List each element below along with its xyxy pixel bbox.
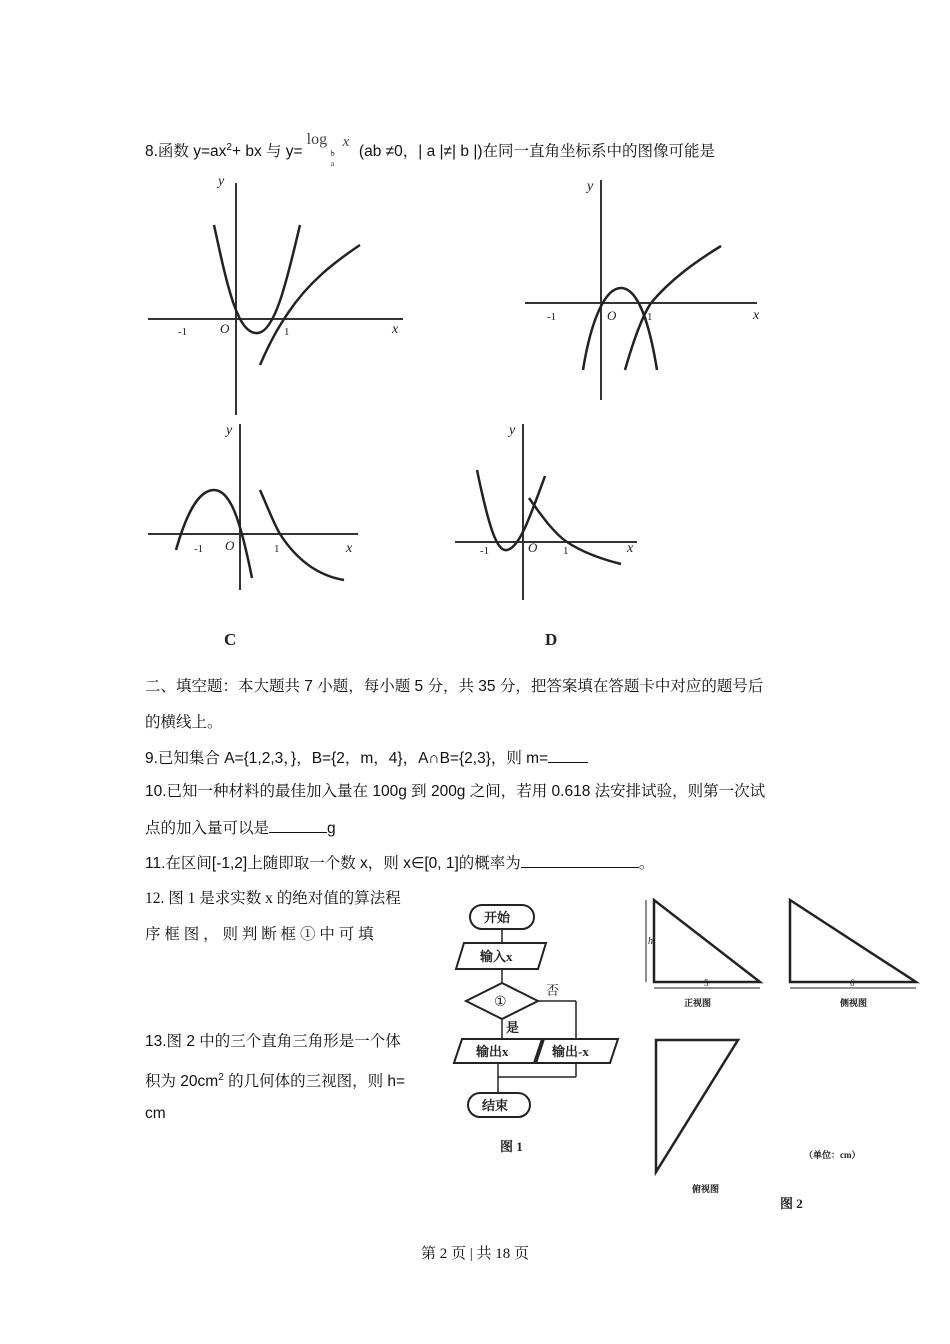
q11-text: 11.在区间[-1,2]上随即取一个数 x，则 x∈[0, 1]的概率为 — [145, 855, 521, 872]
flow-no-label: 否 — [546, 983, 560, 998]
flow-end-label: 结束 — [482, 1098, 509, 1113]
graph-b-tick-neg: -1 — [547, 311, 557, 323]
graph-d-label: D — [545, 630, 558, 649]
q8-middle: + bx 与 y= — [231, 143, 303, 161]
graph-b-x-label: x — [753, 308, 760, 323]
graph-c-origin: O — [225, 538, 235, 553]
graph-a-parabola — [214, 225, 300, 333]
flow-start-label: 开始 — [484, 910, 511, 925]
graph-b-parabola — [583, 288, 657, 370]
q10-unit: g — [327, 820, 336, 837]
top-view-label: 俯视图 — [692, 1184, 720, 1194]
graph-d — [455, 420, 655, 650]
question-9 — [145, 746, 588, 770]
q10-answer-blank[interactable] — [269, 816, 327, 833]
section-2-line1: 二、填空题：本大题共 7 小题，每小题 5 分，共 35 分，把答案填在答题卡中对应的题号后 — [145, 678, 764, 695]
log-base-num: b — [330, 149, 335, 158]
flow-decision-label: ① — [494, 995, 507, 1010]
side-view-dim: 6 — [850, 978, 855, 988]
graph-b-tick-pos: 1 — [647, 311, 653, 323]
question-12-line2: 序 框 图 ， 则 判 断 框 ① 中 可 填 — [145, 926, 374, 943]
graph-c — [148, 420, 368, 650]
graph-d-parabola — [477, 470, 545, 550]
q8-before: 8.函数 y=ax — [145, 143, 227, 161]
front-view-dim: 5 — [704, 978, 709, 988]
graph-a — [148, 165, 418, 415]
graph-d-tick-pos: 1 — [563, 545, 569, 557]
graph-d-y-label: y — [509, 423, 516, 438]
question-13-line3: cm — [145, 1105, 166, 1122]
q8-after: (ab ≠0，| a |≠| b |)在同一直角坐标系中的图像可能是 — [354, 143, 716, 161]
graph-b-origin: O — [607, 308, 617, 323]
graph-a-y-label: y — [218, 174, 225, 189]
three-views — [640, 890, 930, 1220]
log-expression — [303, 131, 355, 168]
graph-c-tick-neg: -1 — [194, 543, 204, 555]
side-view-label: 侧视图 — [840, 998, 868, 1008]
flow-input-label: 输入x — [480, 949, 513, 964]
views-caption: 图 2 — [780, 1196, 803, 1211]
graph-d-log-curve — [529, 498, 621, 564]
question-11 — [145, 851, 654, 875]
graph-c-label: C — [224, 630, 237, 649]
front-view-triangle — [654, 900, 760, 982]
side-view-triangle — [790, 900, 916, 982]
question-10-line2 — [145, 816, 336, 840]
q10-line2-text: 点的加入量可以是 — [145, 820, 270, 837]
flow-yes-label: 是 — [506, 1020, 520, 1035]
q11-end: 。 — [638, 855, 655, 872]
front-view-label: 正视图 — [684, 998, 712, 1008]
q9-answer-blank[interactable] — [548, 746, 588, 763]
section-2-line2: 的横线上。 — [145, 714, 223, 731]
question-10-line1: 10.已知一种材料的最佳加入量在 100g 到 200g 之间，若用 0.618 法安排试验，则第一次试 — [145, 783, 766, 800]
unit-note: （单位：cm） — [804, 1150, 861, 1160]
graph-a-log-curve — [260, 245, 360, 365]
log-base-den: a — [331, 152, 335, 175]
top-view-triangle — [656, 1040, 738, 1172]
log-word: log — [306, 131, 328, 148]
q11-answer-blank[interactable] — [521, 851, 639, 868]
page-footer: 第 2 页 | 共 18 页 — [420, 1246, 529, 1262]
flow-output-x-label: 输出x — [476, 1044, 509, 1059]
question-12-line1: 12. 图 1 是求实数 x 的绝对值的算法程 — [145, 890, 401, 907]
graph-c-x-label: x — [346, 541, 353, 556]
question-13-line2 — [145, 1067, 405, 1093]
graph-a-tick-neg: -1 — [178, 326, 188, 338]
question-13-line1: 13.图 2 中的三个直角三角形是一个体 — [145, 1033, 401, 1050]
graph-d-tick-neg: -1 — [480, 545, 490, 557]
log-arg: x — [342, 134, 350, 150]
flow-caption: 图 1 — [500, 1139, 523, 1154]
q13-line2-b: 的几何体的三视图，则 h= — [223, 1073, 406, 1091]
q9-text: 9.已知集合 A={1,2,3，}，B={2，m，4}，A∩B={2,3}，则 m= — [145, 750, 549, 767]
q8-sup: 2 — [226, 142, 232, 153]
graph-a-x-label: x — [392, 322, 399, 337]
graph-d-origin: O — [528, 540, 538, 555]
q13-line2-a: 积为 20cm — [145, 1073, 219, 1091]
question-8 — [145, 131, 716, 168]
graph-c-y-label: y — [226, 423, 233, 438]
graph-b-y-label: y — [587, 179, 594, 194]
graph-b-log-curve — [625, 246, 721, 370]
graph-a-origin: O — [220, 321, 230, 336]
flow-output-negx-label: 输出-x — [552, 1044, 589, 1059]
graph-b — [525, 170, 775, 410]
q13-sup: 2 — [218, 1072, 224, 1083]
flowchart — [450, 895, 630, 1165]
graph-c-tick-pos: 1 — [274, 543, 280, 555]
graph-d-x-label: x — [627, 541, 634, 556]
front-view-h: h — [648, 936, 653, 947]
graph-a-tick-pos: 1 — [284, 326, 290, 338]
